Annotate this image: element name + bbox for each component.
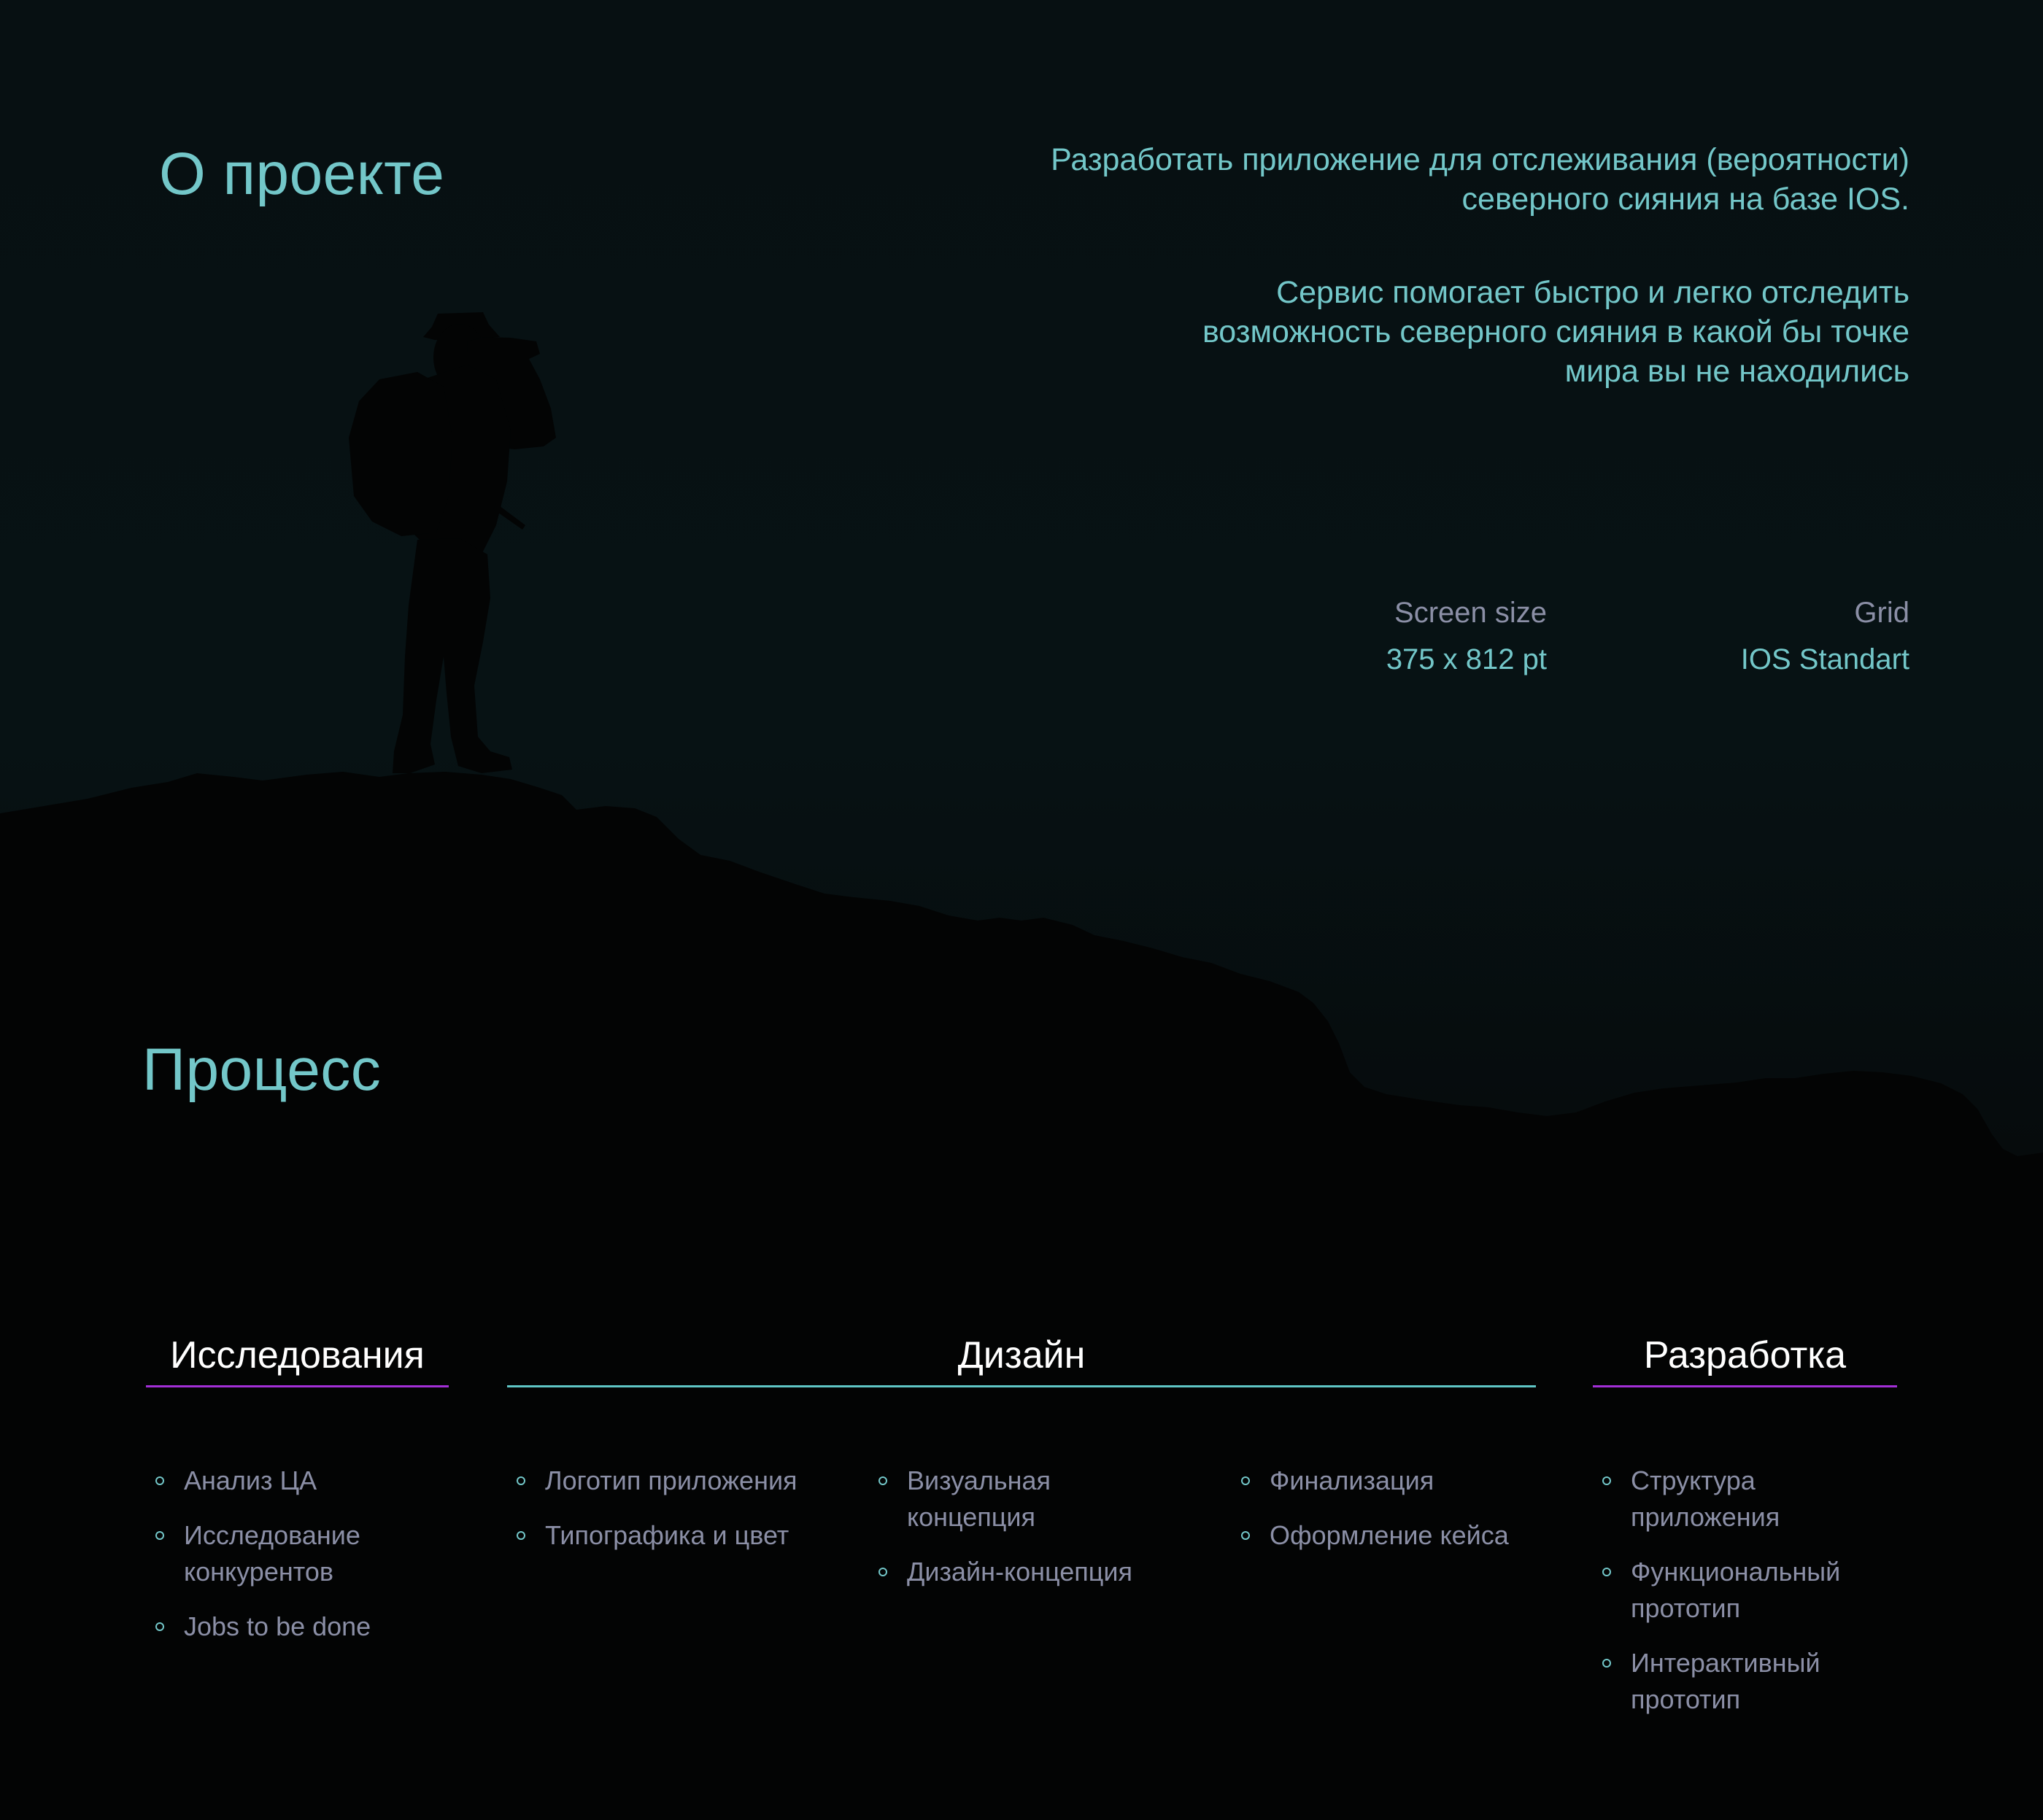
ring-bullet-icon <box>155 1531 164 1540</box>
phase-divider-research <box>146 1385 449 1387</box>
ring-bullet-icon <box>1602 1568 1611 1576</box>
list-item: Финализация <box>1232 1463 1575 1499</box>
ring-bullet-icon <box>878 1476 887 1485</box>
phase-divider-development <box>1593 1385 1897 1387</box>
ring-bullet-icon <box>155 1622 164 1631</box>
phase-divider-design <box>507 1385 1536 1387</box>
list-item: Анализ ЦА <box>146 1463 452 1499</box>
list-item: Исследование конкурентов <box>146 1517 395 1590</box>
research-task-list <box>146 1463 452 1663</box>
design-task-list-2 <box>869 1463 1190 1608</box>
about-title: О проекте <box>159 141 445 207</box>
list-item: Оформление кейса <box>1232 1517 1575 1554</box>
design-task-list-1 <box>507 1463 843 1572</box>
list-item: Jobs to be done <box>146 1608 452 1645</box>
spec-label: Screen size <box>1394 597 1547 629</box>
ring-bullet-icon <box>1241 1476 1250 1485</box>
list-item: Структура приложения <box>1593 1463 1842 1536</box>
about-service-text: Сервис помогает быстро и легко отследить возможность северного сияния в какой бы точке мира вы не находились <box>1202 275 1909 389</box>
spec-screen-size <box>1386 595 1547 677</box>
list-item: Дизайн-концепция <box>869 1554 1190 1590</box>
ring-bullet-icon <box>1602 1659 1611 1668</box>
spec-grid <box>1741 595 1909 677</box>
list-item: Функциональный прототип <box>1593 1554 1872 1627</box>
spec-value: IOS Standart <box>1740 643 1909 675</box>
ring-bullet-icon <box>155 1476 164 1485</box>
ring-bullet-icon <box>1602 1476 1611 1485</box>
list-item: Интерактивный прототип <box>1593 1645 1857 1718</box>
design-task-list-3 <box>1232 1463 1575 1572</box>
list-item: Типографика и цвет <box>507 1517 843 1554</box>
hiker-figure <box>349 312 556 773</box>
list-item: Логотип приложения <box>507 1463 843 1499</box>
spec-label: Grid <box>1854 597 1909 629</box>
ring-bullet-icon <box>517 1531 525 1540</box>
ring-bullet-icon <box>878 1568 887 1576</box>
spec-value: 375 x 812 pt <box>1386 643 1547 675</box>
phase-title-development: Разработка <box>1643 1334 1847 1376</box>
ring-bullet-icon <box>1241 1531 1250 1540</box>
phase-title-design: Дизайн <box>957 1334 1086 1376</box>
ring-bullet-icon <box>517 1476 525 1485</box>
development-task-list <box>1593 1463 1885 1736</box>
phase-title-research: Исследования <box>170 1334 425 1376</box>
list-item: Визуальная концепция <box>869 1463 1119 1536</box>
about-goal-text: Разработать приложение для отслеживания (вероятности) северного сияния на базе IOS. <box>1051 142 1909 217</box>
process-title: Процесс <box>142 1037 382 1103</box>
